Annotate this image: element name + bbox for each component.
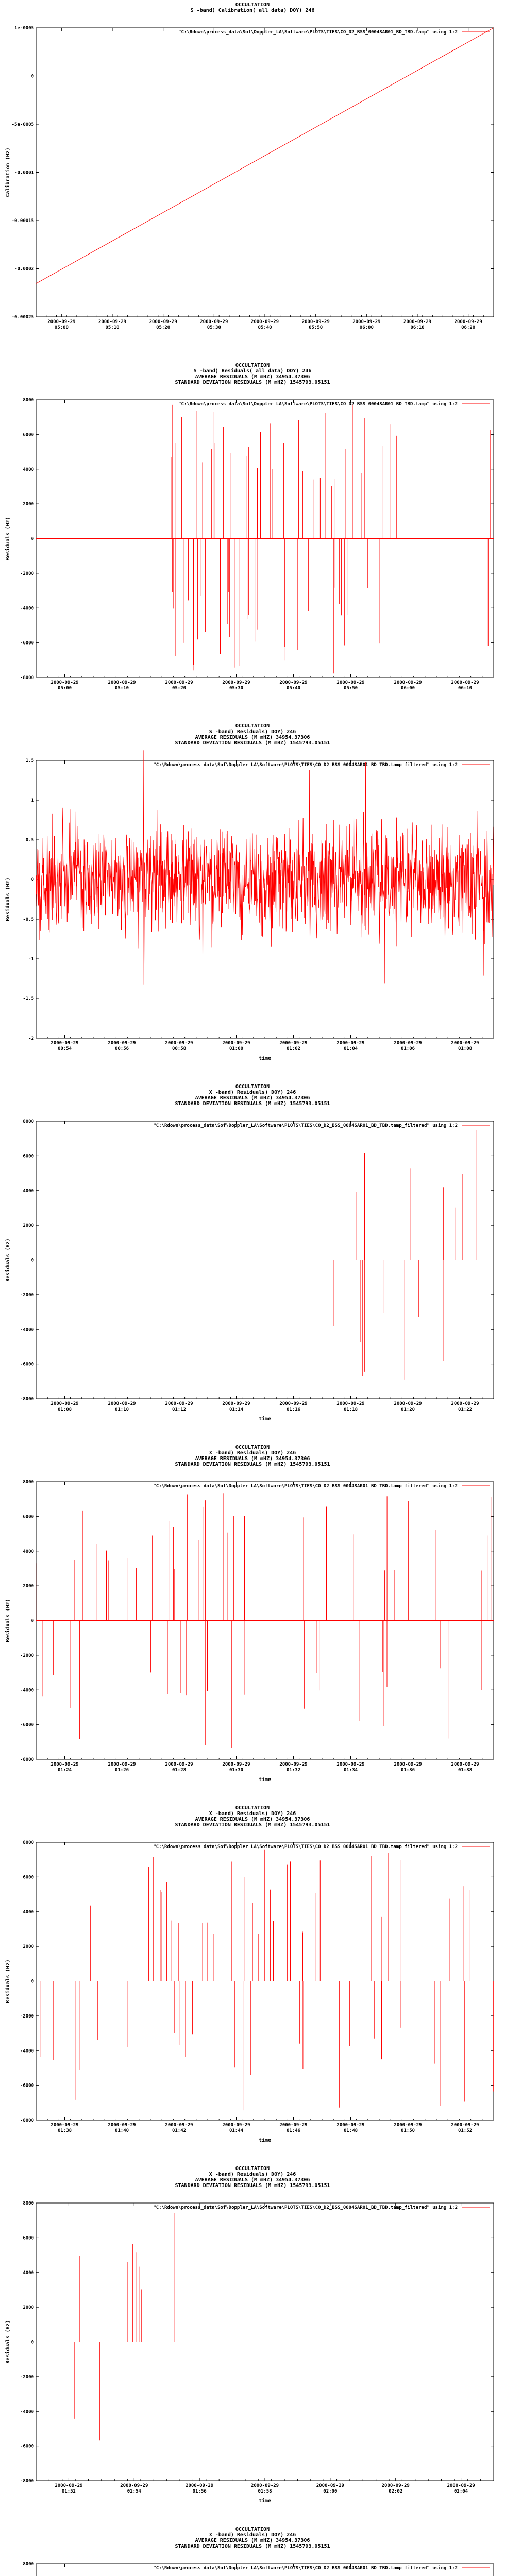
y-tick-label: 0: [31, 74, 34, 79]
y-tick-label: -8000: [20, 1397, 34, 1402]
legend-label: "C:\Rdown\process_data\Sof\Doppler_LA\Software\PLOTS\TIES\CO_D2_BSS_0004SAR01_BD_TBD.tamp_filtered" using 1:2: [153, 2566, 458, 2571]
y-tick-label: -1: [28, 957, 34, 962]
y-tick-label: -4000: [20, 1327, 34, 1333]
y-axis-label: Residuals (Hz): [5, 1238, 11, 1282]
y-tick-label: 6000: [23, 1514, 34, 1520]
chart-title-line: AVERAGE RESIDUALS (M mHZ) 34954.37306: [195, 2177, 310, 2183]
y-tick-label: -8000: [20, 675, 34, 681]
chart-svg: [0, 2164, 505, 2524]
y-tick-label: 2000: [23, 502, 34, 507]
series-line: [36, 2213, 494, 2443]
chart-svg: [0, 721, 505, 1082]
y-tick-label: 2000: [23, 1223, 34, 1229]
x-axis-label: time: [258, 2498, 272, 2504]
chart-title-line: OCCULTATION: [235, 1084, 270, 1090]
chart-panel: [0, 361, 505, 721]
x-tick-label: 2000-09-29 05:50: [336, 680, 365, 691]
chart-title-line: OCCULTATION: [235, 2527, 270, 2532]
x-tick-label: 2000-09-29 01:32: [279, 1762, 308, 1773]
x-tick-label: 2000-09-29 05:00: [47, 319, 76, 330]
chart-svg: [0, 2524, 505, 2576]
x-tick-label: 2000-09-29 06:10: [451, 680, 479, 691]
chart-panel: [0, 721, 505, 1082]
y-tick-label: 0: [31, 2340, 34, 2345]
legend-label: "C:\Rdown\process_data\Sof\Doppler_LA\Software\PLOTS\TIES\CO_D2_BSS_0004SAR01_BD_TBD.tamp_filtered" using 1:2: [153, 762, 458, 768]
y-axis-label: Residuals (Hz): [5, 517, 11, 561]
chart-title-line: X -band) Residuals) DOY) 246: [209, 1811, 296, 1817]
chart-panel: [0, 0, 505, 361]
x-tick-label: 2000-09-29 05:30: [200, 319, 228, 330]
y-tick-label: -8000: [20, 1757, 34, 1762]
y-tick-label: -1.5: [23, 996, 34, 1002]
y-tick-label: 0.5: [25, 838, 34, 843]
chart-title-line: OCCULTATION: [235, 2, 270, 8]
y-tick-label: -2000: [20, 1292, 34, 1298]
y-tick-label: 1.5: [25, 758, 34, 764]
y-tick-label: 6000: [23, 432, 34, 438]
chart-svg: [0, 1082, 505, 1443]
x-tick-label: 2000-09-29 01:16: [279, 1401, 308, 1412]
x-tick-label: 2000-09-29 05:20: [149, 319, 177, 330]
y-tick-label: -2000: [20, 2013, 34, 2019]
x-tick-label: 2000-09-29 06:00: [394, 680, 422, 691]
series-line: [36, 1850, 494, 2110]
y-tick-label: -5e-0005: [11, 122, 34, 127]
chart-title-line: STANDARD DEVIATION RESIDUALS (M mHZ) 1545793.05151: [175, 1101, 330, 1107]
chart-title-line: S -band) Calibration( all data) DOY) 246: [190, 8, 315, 13]
y-tick-label: -4000: [20, 606, 34, 612]
legend-label: "C:\Rdown\process_data\Sof\Doppler_LA\Software\PLOTS\TIES\CO_D2_BSS_0004SAR01_BD_TBD.tamp" using 1:2: [178, 402, 458, 407]
chart-title-line: STANDARD DEVIATION RESIDUALS (M mHZ) 1545793.05151: [175, 1462, 330, 1467]
x-tick-label: 2000-09-29 01:04: [336, 1041, 365, 1052]
y-tick-label: -2000: [20, 2374, 34, 2380]
x-tick-label: 2000-09-29 01:20: [394, 1401, 422, 1412]
x-tick-label: 2000-09-29 01:36: [394, 1762, 422, 1773]
y-tick-label: -4000: [20, 2048, 34, 2054]
legend-label: "C:\Rdown\process_data\Sof\Doppler_LA\Software\PLOTS\TIES\CO_D2_BSS_0004SAR01_BD_TBD.tamp" using 1:2: [178, 30, 458, 35]
y-tick-label: -0.0002: [14, 266, 34, 272]
x-tick-label: 2000-09-29 02:00: [316, 2483, 344, 2494]
y-tick-label: 2000: [23, 1944, 34, 1950]
chart-title-line: STANDARD DEVIATION RESIDUALS (M mHZ) 1545793.05151: [175, 740, 330, 746]
x-axis-label: time: [258, 2138, 272, 2143]
x-tick-label: 2000-09-29 01:54: [120, 2483, 148, 2494]
y-tick-label: 4000: [23, 2270, 34, 2276]
y-tick-label: -4000: [20, 1688, 34, 1693]
x-axis-label: time: [258, 1416, 272, 1422]
chart-title-line: AVERAGE RESIDUALS (M mHZ) 34954.37306: [195, 1817, 310, 1822]
x-tick-label: 2000-09-29 06:10: [403, 319, 432, 330]
y-tick-label: 6000: [23, 1154, 34, 1159]
y-tick-label: 4000: [23, 467, 34, 472]
chart-svg: [0, 1803, 505, 2164]
y-tick-label: -8000: [20, 2118, 34, 2123]
x-tick-label: 2000-09-29 01:24: [50, 1762, 79, 1773]
x-tick-label: 2000-09-29 05:10: [98, 319, 127, 330]
chart-title-line: AVERAGE RESIDUALS (M mHZ) 34954.37306: [195, 1456, 310, 1462]
x-tick-label: 2000-09-29 02:02: [381, 2483, 410, 2494]
x-tick-label: 2000-09-29 01:06: [394, 1041, 422, 1052]
y-tick-label: 2000: [23, 1584, 34, 1589]
chart-title-line: OCCULTATION: [235, 1445, 270, 1450]
y-tick-label: -6000: [20, 2444, 34, 2449]
y-tick-label: -2000: [20, 1653, 34, 1658]
y-tick-label: -0.5: [23, 917, 34, 922]
y-tick-label: 0: [31, 1258, 34, 1263]
y-tick-label: -6000: [20, 2083, 34, 2089]
x-tick-label: 2000-09-29 05:00: [50, 680, 79, 691]
y-tick-label: 1e-0005: [14, 26, 34, 31]
y-tick-label: 8000: [23, 2562, 34, 2567]
x-tick-label: 2000-09-29 01:00: [222, 1041, 250, 1052]
y-tick-label: -2000: [20, 571, 34, 577]
chart-title-line: S -band) Residuals( all data) DOY) 246: [193, 368, 312, 374]
y-tick-label: -6000: [20, 640, 34, 646]
x-tick-label: 2000-09-29 06:20: [454, 319, 482, 330]
y-axis-label: Residuals (Hz): [5, 1599, 11, 1642]
x-tick-label: 2000-09-29 01:48: [336, 2123, 365, 2133]
y-tick-label: 4000: [23, 1188, 34, 1194]
chart-panel: [0, 2164, 505, 2524]
x-tick-label: 2000-09-29 06:00: [352, 319, 381, 330]
y-tick-label: -0.00025: [11, 315, 34, 320]
x-tick-label: 2000-09-29 01:02: [279, 1041, 308, 1052]
x-tick-label: 2000-09-29 01:52: [55, 2483, 83, 2494]
x-tick-label: 2000-09-29 05:30: [222, 680, 250, 691]
chart-panel: [0, 1443, 505, 1803]
y-tick-label: -0.00015: [11, 218, 34, 224]
chart-title-line: X -band) Residuals) DOY) 246: [209, 2532, 296, 2538]
chart-title-line: AVERAGE RESIDUALS (M mHZ) 34954.37306: [195, 374, 310, 380]
y-tick-label: 8000: [23, 398, 34, 403]
y-tick-label: 4000: [23, 1909, 34, 1915]
chart-svg: [0, 0, 505, 361]
y-tick-label: 6000: [23, 2235, 34, 2241]
chart-title-line: AVERAGE RESIDUALS (M mHZ) 34954.37306: [195, 2538, 310, 2544]
x-tick-label: 2000-09-29 01:30: [222, 1762, 250, 1773]
x-tick-label: 2000-09-29 01:52: [451, 2123, 479, 2133]
chart-svg: [0, 1443, 505, 1803]
chart-title-line: S -band) Residuals) DOY) 246: [209, 729, 296, 735]
y-tick-label: -4000: [20, 2409, 34, 2415]
series-line: [36, 28, 494, 283]
legend-label: "C:\Rdown\process_data\Sof\Doppler_LA\Software\PLOTS\TIES\CO_D2_BSS_0004SAR01_BD_TBD.tamp_filtered" using 1:2: [153, 1484, 458, 1489]
y-tick-label: 8000: [23, 1480, 34, 1485]
chart-title-line: X -band) Residuals) DOY) 246: [209, 1450, 296, 1456]
x-tick-label: 2000-09-29 01:14: [222, 1401, 250, 1412]
y-tick-label: -8000: [20, 2479, 34, 2484]
x-tick-label: 2000-09-29 01:18: [336, 1401, 365, 1412]
x-tick-label: 2000-09-29 01:22: [451, 1401, 479, 1412]
series-line: [36, 1130, 494, 1380]
y-tick-label: 8000: [23, 1119, 34, 1124]
chart-title-line: STANDARD DEVIATION RESIDUALS (M mHZ) 1545793.05151: [175, 2544, 330, 2549]
x-tick-label: 2000-09-29 00:58: [165, 1041, 193, 1052]
series-line: [36, 1493, 494, 1748]
y-axis-label: Residuals (Hz): [5, 877, 11, 921]
x-tick-label: 2000-09-29 01:38: [50, 2123, 79, 2133]
y-tick-label: 6000: [23, 1875, 34, 1880]
chart-title-line: STANDARD DEVIATION RESIDUALS (M mHZ) 1545793.05151: [175, 380, 330, 385]
x-tick-label: 2000-09-29 05:10: [108, 680, 136, 691]
chart-title-line: OCCULTATION: [235, 1805, 270, 1811]
x-tick-label: 2000-09-29 01:56: [186, 2483, 214, 2494]
y-tick-label: 2000: [23, 2305, 34, 2311]
y-tick-label: 0: [31, 877, 34, 883]
plot-frame: [36, 28, 494, 317]
y-tick-label: 8000: [23, 2201, 34, 2206]
y-axis-label: Residuals (Hz): [5, 1959, 11, 2003]
chart-title-line: AVERAGE RESIDUALS (M mHZ) 34954.37306: [195, 1095, 310, 1101]
legend-label: "C:\Rdown\process_data\Sof\Doppler_LA\Software\PLOTS\TIES\CO_D2_BSS_0004SAR01_BD_TBD.tamp_filtered" using 1:2: [153, 1844, 458, 1850]
chart-title-line: X -band) Residuals) DOY) 246: [209, 1090, 296, 1095]
chart-title-line: STANDARD DEVIATION RESIDUALS (M mHZ) 1545793.05151: [175, 1822, 330, 1828]
x-tick-label: 2000-09-29 01:34: [336, 1762, 365, 1773]
y-tick-label: 4000: [23, 1549, 34, 1554]
x-tick-label: 2000-09-29 05:40: [250, 319, 279, 330]
y-tick-label: 0: [31, 1979, 34, 1985]
x-tick-label: 2000-09-29 02:04: [447, 2483, 475, 2494]
y-tick-label: -0.0001: [14, 170, 34, 176]
legend-label: "C:\Rdown\process_data\Sof\Doppler_LA\Software\PLOTS\TIES\CO_D2_BSS_0004SAR01_BD_TBD.tamp_filtered" using 1:2: [153, 2205, 458, 2210]
x-tick-label: 2000-09-29 01:38: [451, 1762, 479, 1773]
x-tick-label: 2000-09-29 01:26: [108, 1762, 136, 1773]
legend-label: "C:\Rdown\process_data\Sof\Doppler_LA\Software\PLOTS\TIES\CO_D2_BSS_0004SAR01_BD_TBD.tamp_filtered" using 1:2: [153, 1123, 458, 1128]
series-line: [36, 750, 494, 985]
chart-title-line: X -band) Residuals) DOY) 246: [209, 2172, 296, 2177]
y-tick-label: -2: [28, 1036, 34, 1041]
chart-svg: [0, 361, 505, 721]
x-tick-label: 2000-09-29 01:46: [279, 2123, 308, 2133]
x-tick-label: 2000-09-29 00:54: [50, 1041, 79, 1052]
x-tick-label: 2000-09-29 01:28: [165, 1762, 193, 1773]
y-axis-label: Calibration (Hz): [5, 147, 11, 197]
y-tick-label: -6000: [20, 1362, 34, 1367]
x-tick-label: 2000-09-29 00:56: [108, 1041, 136, 1052]
y-tick-label: 1: [31, 798, 34, 803]
chart-panel: [0, 2524, 505, 2576]
x-tick-label: 2000-09-29 01:44: [222, 2123, 250, 2133]
x-tick-label: 2000-09-29 01:50: [394, 2123, 422, 2133]
x-tick-label: 2000-09-29 01:08: [451, 1041, 479, 1052]
y-tick-label: 0: [31, 1618, 34, 1624]
x-tick-label: 2000-09-29 01:58: [250, 2483, 279, 2494]
series-line: [36, 405, 494, 673]
x-tick-label: 2000-09-29 01:08: [50, 1401, 79, 1412]
x-tick-label: 2000-09-29 05:50: [301, 319, 330, 330]
x-tick-label: 2000-09-29 01:12: [165, 1401, 193, 1412]
y-axis-label: Residuals (Hz): [5, 2320, 11, 2364]
chart-title-line: OCCULTATION: [235, 2166, 270, 2172]
x-tick-label: 2000-09-29 01:10: [108, 1401, 136, 1412]
chart-title-line: OCCULTATION: [235, 363, 270, 368]
x-tick-label: 2000-09-29 05:40: [279, 680, 308, 691]
x-tick-label: 2000-09-29 01:40: [108, 2123, 136, 2133]
chart-panel: [0, 1803, 505, 2164]
y-tick-label: 8000: [23, 1840, 34, 1845]
x-axis-label: time: [258, 1777, 272, 1783]
x-axis-label: time: [258, 1056, 272, 1061]
chart-panel: [0, 1082, 505, 1443]
x-tick-label: 2000-09-29 01:42: [165, 2123, 193, 2133]
y-tick-label: -6000: [20, 1722, 34, 1728]
x-tick-label: 2000-09-29 05:20: [165, 680, 193, 691]
y-tick-label: 0: [31, 536, 34, 542]
chart-title-line: STANDARD DEVIATION RESIDUALS (M mHZ) 1545793.05151: [175, 2183, 330, 2189]
chart-title-line: AVERAGE RESIDUALS (M mHZ) 34954.37306: [195, 735, 310, 740]
chart-title-line: OCCULTATION: [235, 723, 270, 729]
